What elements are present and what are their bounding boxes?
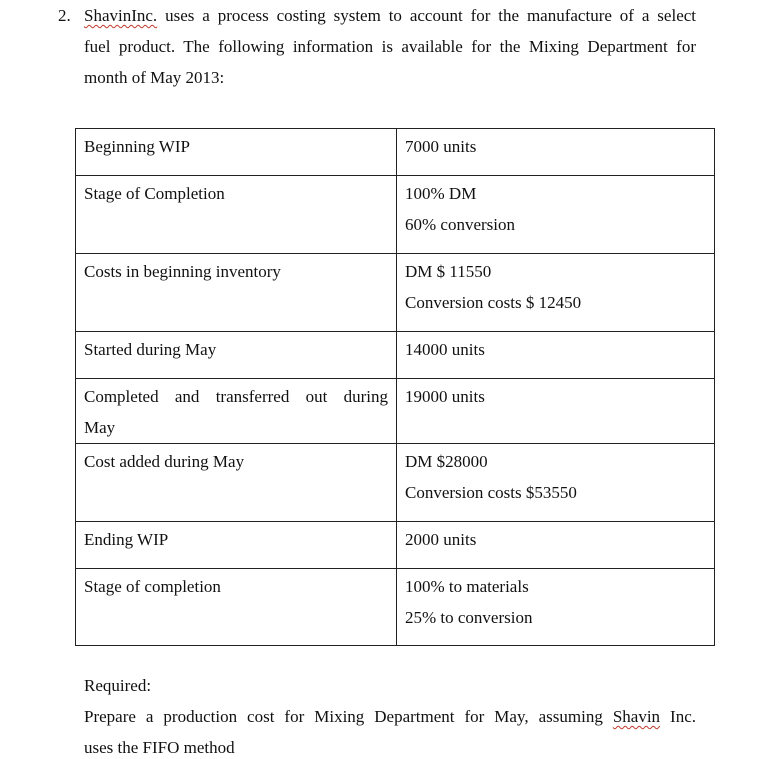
value-line: 14000 units [405, 340, 485, 359]
row-value [397, 332, 715, 379]
row-label-line-1: Completed and transferred out during [84, 387, 388, 406]
value-line: 7000 units [405, 137, 477, 156]
intro-line-3: month of May 2013: [84, 68, 225, 87]
value-line: DM $ 11550 [405, 262, 492, 281]
table-row [76, 569, 715, 646]
row-value [397, 522, 715, 569]
company-name-2: Shavin [612, 707, 661, 726]
row-value [397, 129, 715, 176]
row-label: Costs in beginning inventory [76, 254, 397, 332]
intro-line-1-text: uses a process costing system to account for the manufacture of a select [165, 6, 697, 25]
value-line: Conversion costs $53550 [405, 483, 577, 502]
required-line-1 [84, 706, 696, 728]
required-heading: Required: [84, 676, 152, 695]
table-row [76, 379, 715, 444]
value-line: Conversion costs $ 12450 [405, 293, 582, 312]
row-value [397, 379, 715, 444]
required-line-2: uses the FIFO method [84, 738, 235, 757]
row-label: Beginning WIP [76, 129, 397, 176]
required-line-1-end: Inc. [670, 707, 696, 726]
table-row [76, 444, 715, 522]
value-line: 60% conversion [405, 215, 516, 234]
required-line-1-text: Prepare a production cost for Mixing Department for May, assuming [84, 707, 603, 726]
row-label [76, 379, 397, 444]
table-row [76, 522, 715, 569]
intro-line-1 [84, 5, 696, 27]
row-value [397, 254, 715, 332]
process-costing-table [75, 128, 715, 646]
table-row [76, 254, 715, 332]
value-line: 2000 units [405, 530, 477, 549]
row-label: Cost added during May [76, 444, 397, 522]
row-value [397, 176, 715, 254]
value-line: 100% DM [405, 184, 477, 203]
value-line: 100% to materials [405, 577, 529, 596]
value-line: 25% to conversion [405, 608, 533, 627]
table-row [76, 176, 715, 254]
question-number: 2. [58, 6, 71, 25]
row-label-line-2: May [84, 418, 116, 437]
table-row [76, 129, 715, 176]
row-label: Stage of completion [76, 569, 397, 646]
company-name: ShavinInc. [84, 6, 158, 25]
row-value [397, 569, 715, 646]
value-line: 19000 units [405, 387, 485, 406]
table-row [76, 332, 715, 379]
row-value [397, 444, 715, 522]
row-label: Started during May [76, 332, 397, 379]
value-line: DM $28000 [405, 452, 488, 471]
intro-line-2: fuel product. The following information is available for the Mixing Department for [84, 37, 696, 56]
row-label: Stage of Completion [76, 176, 397, 254]
row-label: Ending WIP [76, 522, 397, 569]
